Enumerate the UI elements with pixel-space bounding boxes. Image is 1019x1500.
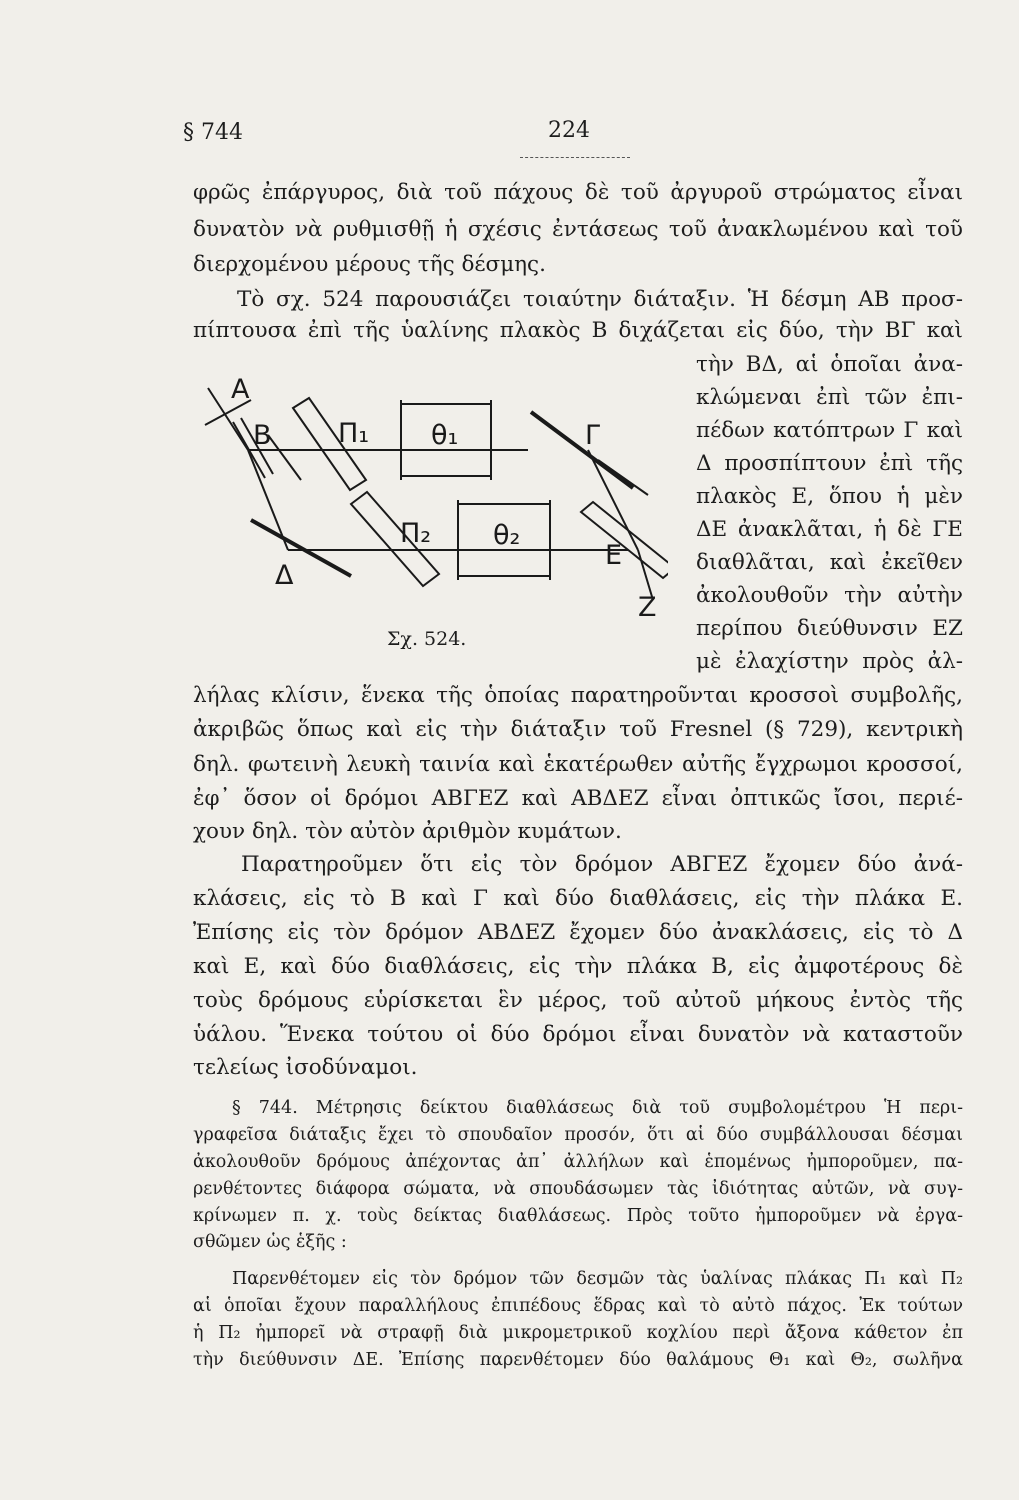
text-line: Ἐπίσης εἰς τὸν δρόμον ΑΒΔΕΖ ἔχομεν δύο ἀνακλάσεις, εἰς τὸ Δ (193, 920, 963, 945)
label-g: Γ (585, 420, 601, 451)
mirror-d (251, 520, 351, 576)
text-line: χουν δηλ. τὸν αὐτὸν ἀριθμὸν κυμάτων. (193, 819, 622, 844)
side-text-line: Δ προσπίπτουν ἐπὶ τῆς (696, 451, 963, 476)
text-line: ἐφ᾽ ὅσον οἱ δρόμοι ΑΒΓΕΖ καὶ ΑΒΔΕΖ εἶναι ὀπτικῶς ἴσοι, περιέ- (193, 786, 963, 811)
small-text-line: σθῶμεν ὡς ἑξῆς : (193, 1232, 347, 1252)
label-p2: Π₂ (400, 518, 432, 549)
small-text-line: αἱ ὁποῖαι ἔχουν παραλλήλους ἐπιπέδους ἕδρας καὶ τὸ αὐτὸ πάχος. Ἐκ τούτων (193, 1296, 963, 1316)
small-text-line: Παρενθέτομεν εἰς τὸν δρόμον τῶν δεσμῶν τὰς ὑαλίνας πλάκας Π₁ καὶ Π₂ (232, 1269, 963, 1289)
label-b: Β (253, 420, 272, 451)
text-line: φρῶς ἐπάργυρος, διὰ τοῦ πάχους δὲ τοῦ ἀργυροῦ στρώματος εἶναι (193, 180, 963, 205)
figure-caption: Σχ. 524. (387, 628, 467, 650)
plate-e (581, 502, 668, 578)
small-text-line: § 744. Μέτρησις δείκτου διαθλάσεως διὰ τοῦ συμβολομέτρου Ἡ περι- (232, 1098, 963, 1118)
label-theta2: θ₂ (493, 520, 521, 551)
label-z: Ζ (638, 592, 657, 623)
header-rule (520, 157, 630, 158)
side-text-line: ΔΕ ἀνακλᾶται, ἡ δὲ ΓΕ (696, 517, 963, 542)
text-line: Τὸ σχ. 524 παρουσιάζει τοιαύτην διάταξιν. Ἡ δέσμη ΑΒ προσ- (237, 287, 963, 312)
text-line: ὑάλου. Ἕνεκα τούτου οἱ δύο δρόμοι εἶναι δυνατὸν νὰ καταστοῦν (193, 1022, 963, 1047)
text-line: Παρατηροῦμεν ὅτι εἰς τὸν δρόμον ΑΒΓΕΖ ἔχομεν δύο ἀνά- (241, 852, 963, 877)
text-line: διερχομένου μέρους τῆς δέσμης. (193, 252, 546, 277)
text-line: πίπτουσα ἐπὶ τῆς ὑαλίνης πλακὸς Β διχάζεται εἰς δύο, τὴν ΒΓ καὶ (193, 318, 963, 343)
small-text-line: ἀκολουθοῦν δρόμους ἀπέχοντας ἀπ᾽ ἀλλήλων καὶ ἑπομένως ἠμποροῦμεν, πα- (193, 1152, 963, 1172)
text-line: τοὺς δρόμους εὑρίσκεται ἓν μέρος, τοῦ αὐτοῦ μήκους ἐντὸς τῆς (193, 988, 963, 1013)
label-a: Α (231, 374, 250, 405)
side-text-line: περίπου διεύθυνσιν ΕΖ (696, 616, 963, 641)
small-text-line: γραφεῖσα διάταξις ἔχει τὸ σπουδαῖον προσόν, ὅτι αἱ δύο συμβάλλουσαι δέσμαι (193, 1125, 963, 1145)
text-line: κλάσεις, εἰς τὸ Β καὶ Γ καὶ δύο διαθλάσεις, εἰς τὴν πλάκα Ε. (193, 886, 963, 911)
small-text-line: ρενθέτοντες διάφορα σώματα, νὰ σπουδάσωμεν τὰς ἰδιότητας αὐτῶν, νὰ συγ- (193, 1179, 963, 1199)
side-text-line: μὲ ἐλαχίστην πρὸς ἀλ- (696, 649, 963, 674)
side-text-line: διαθλᾶται, καὶ ἐκεῖθεν (696, 550, 963, 575)
label-theta1: θ₁ (431, 420, 459, 451)
text-line: λήλας κλίσιν, ἕνεκα τῆς ὁποίας παρατηροῦνται κροσσοὶ συμβολῆς, (193, 683, 963, 708)
label-d: Δ (275, 560, 294, 591)
side-text-line: τὴν ΒΔ, αἱ ὁποῖαι ἀνα- (696, 352, 963, 377)
small-text-line: τὴν διεύθυνσιν ΔΕ. Ἐπίσης παρενθέτομεν δύο θαλάμους Θ₁ καὶ Θ₂, σωλῆνα (193, 1350, 963, 1370)
text-line: τελείως ἰσοδύναμοι. (193, 1055, 418, 1080)
label-e: Ε (605, 540, 623, 571)
mirror-g (531, 412, 633, 488)
small-text-line: κρίνωμεν π. χ. τοὺς δείκτας διαθλάσεως. Πρὸς τοῦτο ἠμποροῦμεν νὰ ἐργα- (193, 1206, 963, 1226)
small-text-line: ἡ Π₂ ἠμπορεῖ νὰ στραφῇ διὰ μικρομετρικοῦ κοχλίου περὶ ἄξονα κάθετον ἐπ (193, 1323, 963, 1343)
text-line: ἀκριβῶς ὅπως καὶ εἰς τὴν διάταξιν τοῦ Fresnel (§ 729), κεντρικὴ (193, 717, 963, 742)
ray-ge (588, 450, 638, 550)
side-text-line: ἀκολουθοῦν τὴν αὐτὴν (696, 583, 963, 608)
text-line: δυνατὸν νὰ ρυθμισθῇ ἡ σχέσις ἐντάσεως τοῦ ἀνακλωμένου καὶ τοῦ (193, 217, 963, 242)
side-text-line: πλακὸς Ε, ὅπου ἡ μὲν (696, 484, 963, 509)
side-text-line: κλώμεναι ἐπὶ τῶν ἐπι- (696, 385, 963, 410)
page-number: 224 (548, 118, 590, 143)
label-p1: Π₁ (338, 418, 370, 449)
text-line: καὶ Ε, καὶ δύο διαθλάσεις, εἰς τὴν πλάκα Β, εἰς ἀμφοτέρους δὲ (193, 954, 963, 979)
text-line: δηλ. φωτεινὴ λευκὴ ταινία καὶ ἑκατέρωθεν αὐτῆς ἔγχρωμοι κροσσοί, (193, 752, 963, 777)
section-mark: § 744 (183, 120, 243, 145)
side-text-line: πέδων κατόπτρων Γ καὶ (696, 418, 963, 443)
figure-524 (193, 374, 668, 660)
